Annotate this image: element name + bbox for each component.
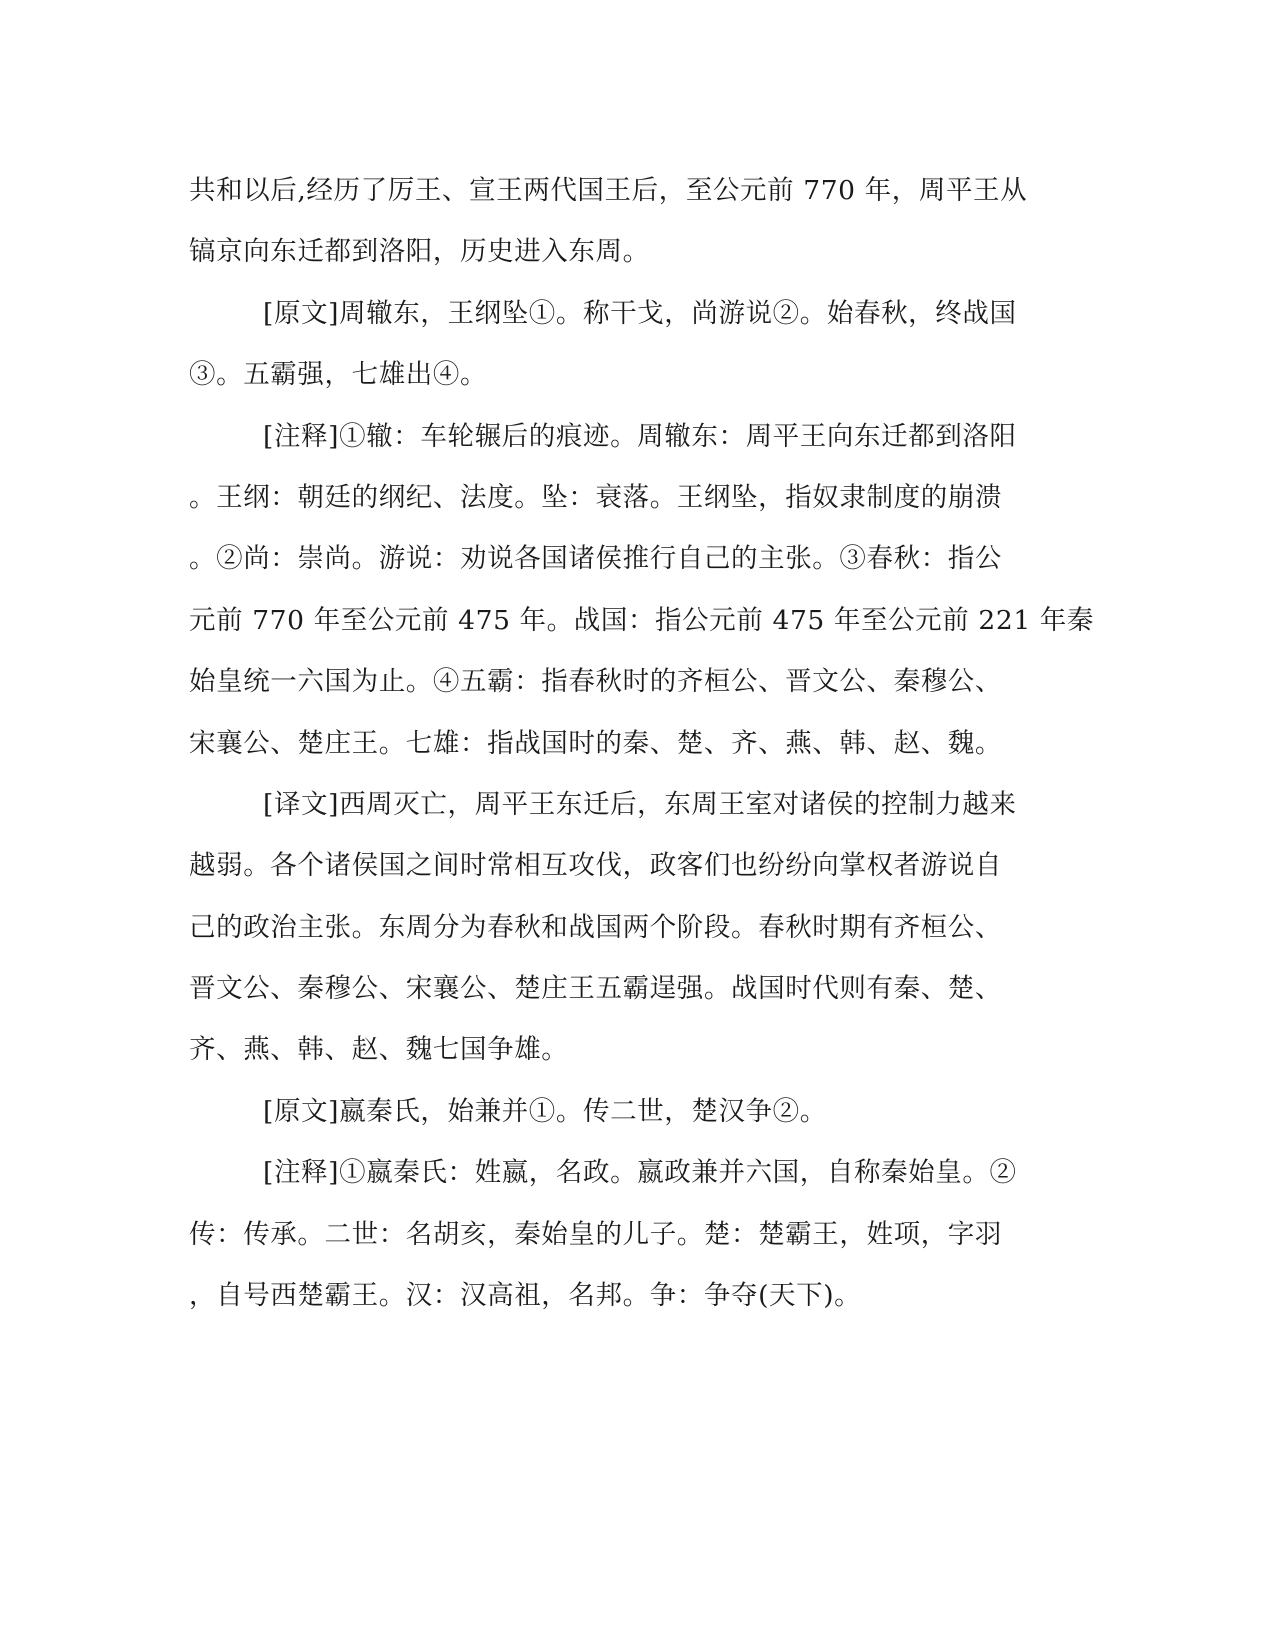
text-line: 越弱。各个诸侯国之间时常相互攻伐，政客们也纷纷向掌权者游说自 [189,850,1002,882]
text-line: 共和以后,经历了厉王、宣王两代国王后，至公元前 770 年，周平王从 [189,175,1028,206]
text-line: 晋文公、秦穆公、宋襄公、楚庄王五霸逞强。战国时代则有秦、楚、 [189,973,1002,1005]
text-line: 元前 770 年至公元前 475 年。战国：指公元前 475 年至公元前 221 年秦 [189,604,1095,636]
text-line: 。王纲：朝廷的纲纪、法度。坠：衰落。王纲坠，指奴隶制度的崩溃 [189,481,1002,513]
text-line: 齐、燕、韩、赵、魏七国争雄。 [189,1034,569,1066]
text-line: 镐京向东迁都到洛阳，历史进入东周。 [189,236,650,268]
text-line: ，自号西楚霸王。汉：汉高祖，名邦。争：争夺(天下)。 [189,1280,862,1312]
document-body [189,160,1095,1326]
text-line: 。②尚：崇尚。游说：劝说各国诸侯推行自己的主张。③春秋：指公 [189,543,1002,575]
text-line: [注释]①辙：车轮辗后的痕迹。周辙东：周平王向东迁都到洛阳 [263,420,1017,452]
text-line: [原文]嬴秦氏，始兼并①。传二世，楚汉争②。 [263,1095,827,1127]
text-line: ③。五霸强，七雄出④。 [189,359,488,391]
text-line: 宋襄公、楚庄王。七雄：指战国时的秦、楚、齐、燕、韩、赵、魏。 [189,727,1002,759]
text-line: 传：传承。二世：名胡亥，秦始皇的儿子。楚：楚霸王，姓项，字羽 [189,1218,1002,1250]
text-line: 始皇统一六国为止。④五霸：指春秋时的齐桓公、晋文公、秦穆公、 [189,666,1002,698]
text-line: [注释]①嬴秦氏：姓嬴，名政。嬴政兼并六国，自称秦始皇。② [263,1157,1017,1189]
text-line: [译文]西周灭亡，周平王东迁后，东周王室对诸侯的控制力越来 [263,788,1017,820]
text-line: [原文]周辙东，王纲坠①。称干戈，尚游说②。始春秋，终战国 [263,297,1017,329]
text-line: 己的政治主张。东周分为春秋和战国两个阶段。春秋时期有齐桓公、 [189,911,1002,943]
